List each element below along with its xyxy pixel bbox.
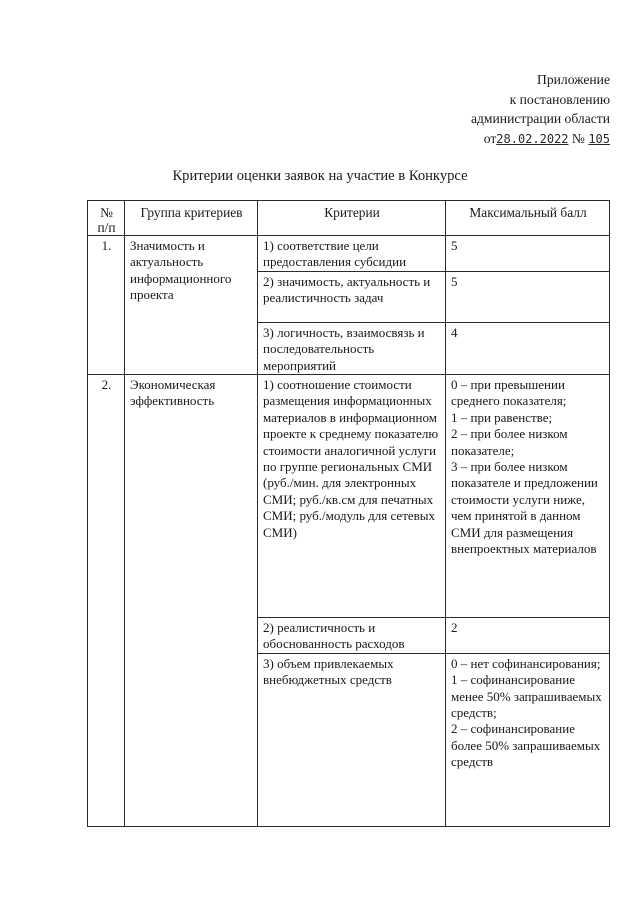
criterion-score: 5 bbox=[446, 271, 610, 322]
criterion-score bbox=[446, 653, 610, 826]
score-option: 2 – софинансирование более 50% запрашиваемых средств bbox=[451, 721, 601, 770]
criterion-text: 3) логичность, взаимосвязь и последовательность мероприятий bbox=[258, 322, 446, 374]
header-max-score: Максимальный балл bbox=[446, 201, 610, 236]
header-line-3: администрации области bbox=[470, 111, 610, 126]
group-name: Значимость и актуальность информационного проекта bbox=[125, 236, 258, 375]
score-option: 2 – при более низком показателе; bbox=[451, 426, 568, 458]
criterion-text: 1) соотношение стоимости размещения информационных материалов в информационном проекте к среднему показателю стоимости аналогичной услуги по группе региональных СМИ (руб./мин. для электронных СМИ; руб./кв.см для печатных СМИ; руб./модуль для сетевых СМИ) bbox=[258, 375, 446, 618]
decree-number: 105 bbox=[588, 131, 610, 146]
group-number: 1. bbox=[88, 236, 125, 375]
header-line-2: к постановлению bbox=[509, 91, 610, 107]
score-option: 3 – при более низком показателе и предложении стоимости услуги ниже, чем принятой в данном СМИ для размещения внепроектных материалов bbox=[451, 459, 598, 557]
number-prefix: № bbox=[571, 130, 585, 146]
score-option: 0 – при превышении среднего показателя; bbox=[451, 377, 567, 409]
document-title: Критерии оценки заявок на участие в Конкурсе bbox=[172, 168, 468, 184]
table-header-row bbox=[88, 201, 610, 236]
criterion-text: 2) значимость, актуальность и реалистичность задач bbox=[258, 271, 446, 322]
document-header bbox=[471, 70, 610, 149]
criteria-table bbox=[87, 200, 610, 827]
header-group: Группа критериев bbox=[125, 201, 258, 236]
criterion-text: 2) реалистичность и обоснованность расходов bbox=[258, 618, 446, 654]
score-option: 0 – нет софинансирования; bbox=[451, 655, 601, 671]
decree-date: 28.02.2022 bbox=[496, 131, 569, 146]
header-line-1: Приложение bbox=[537, 72, 610, 87]
date-prefix: от bbox=[483, 130, 497, 146]
criterion-score bbox=[446, 375, 610, 618]
criterion-score: 4 bbox=[446, 322, 610, 374]
criterion-text: 3) объем привлекаемых внебюджетных средств bbox=[258, 653, 446, 826]
criterion-text: 1) соответствие цели предоставления субсидии bbox=[258, 236, 446, 272]
header-date-line bbox=[471, 129, 610, 150]
table-row bbox=[88, 375, 610, 618]
header-criteria: Критерии bbox=[258, 201, 446, 236]
table-row bbox=[88, 236, 610, 272]
criterion-score: 5 bbox=[446, 236, 610, 272]
group-number: 2. bbox=[88, 375, 125, 827]
group-name: Экономическая эффективность bbox=[125, 375, 258, 827]
score-option: 1 – софинансирование менее 50% запрашиваемых средств; bbox=[451, 672, 602, 721]
score-option: 1 – при равенстве; bbox=[451, 409, 553, 425]
criterion-score: 2 bbox=[446, 618, 610, 654]
header-num: № п/п bbox=[88, 201, 125, 236]
